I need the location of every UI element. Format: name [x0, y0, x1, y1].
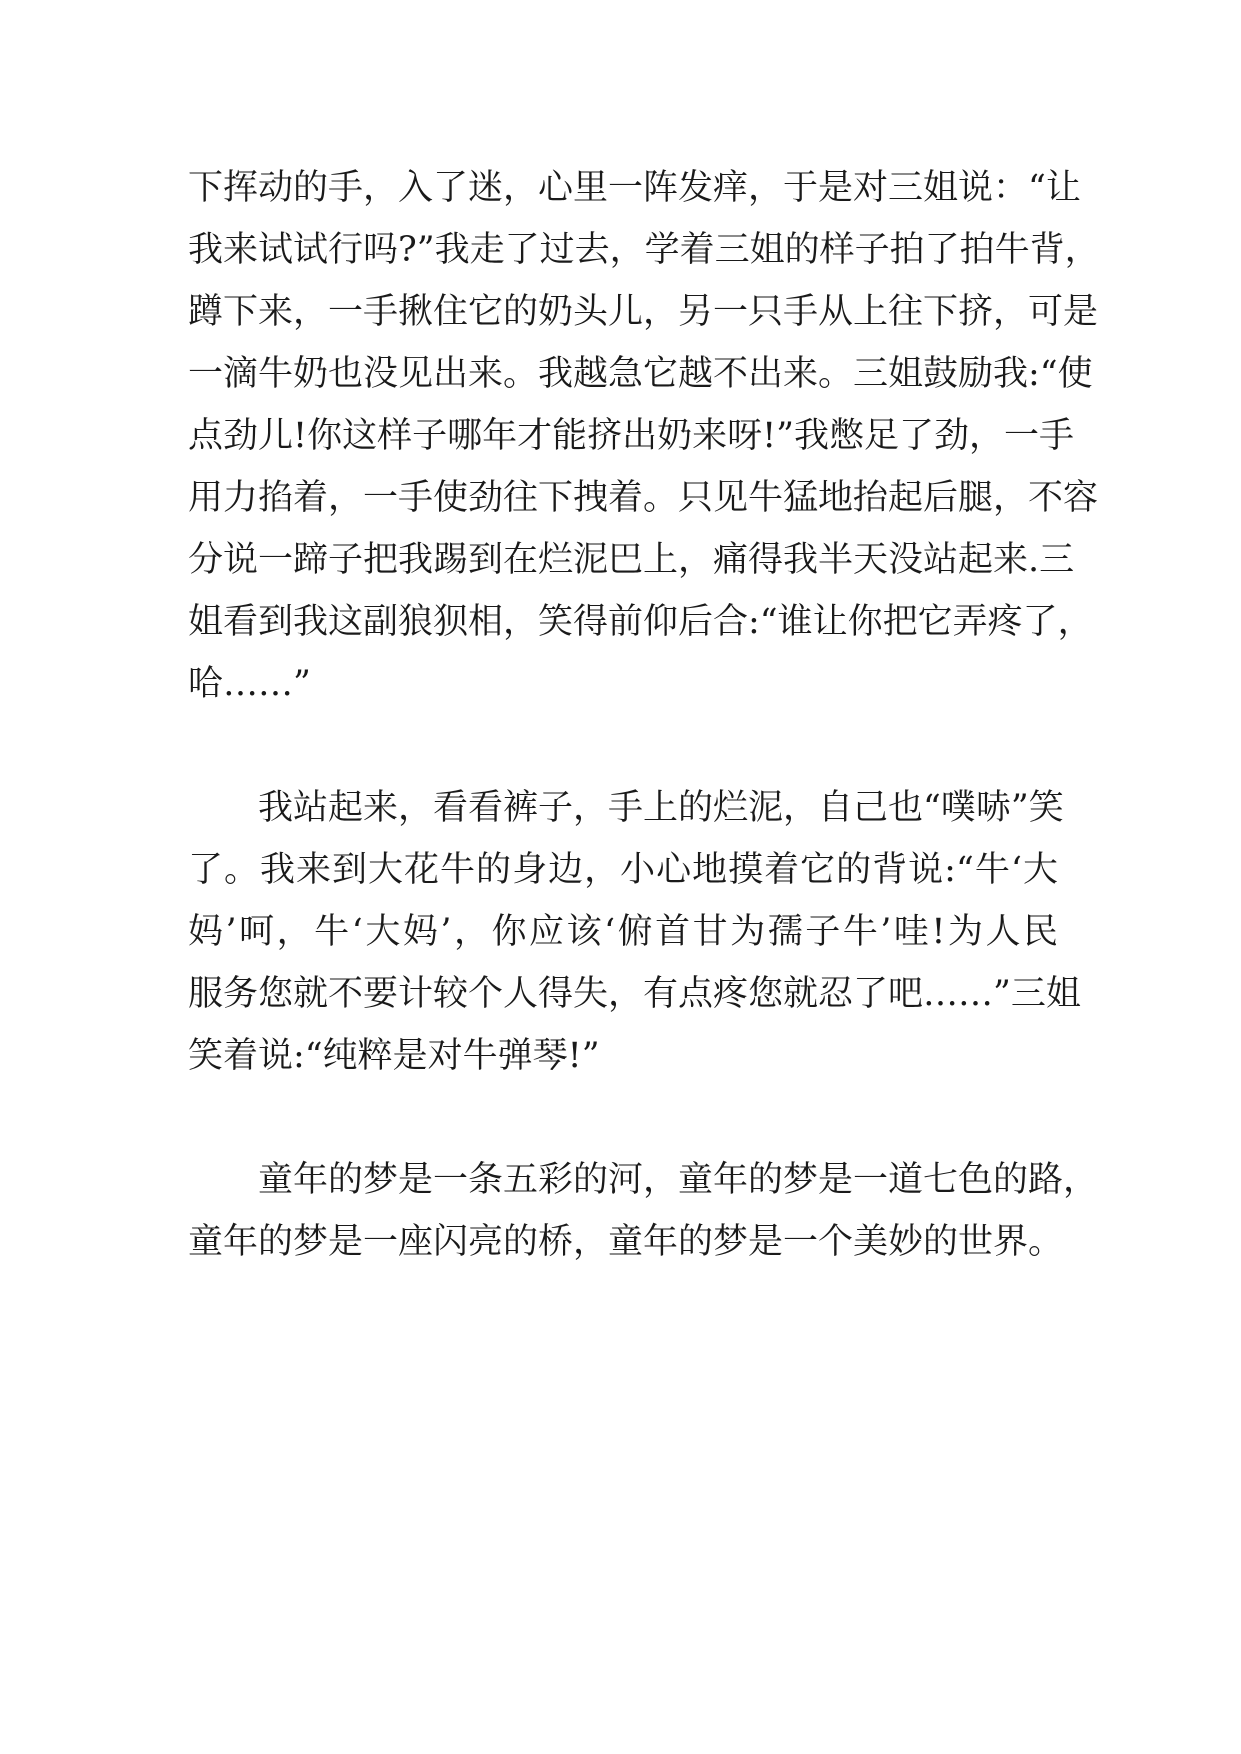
text-line-indented [188, 1149, 1099, 1211]
text-line: 姐看到我这副狼狈相，笑得前仰后合:“谁让你把它弄疼了， [188, 602, 1093, 642]
text-line: 用力掐着，一手使劲往下拽着。只见牛猛地抬起后腿，不容 [188, 478, 1099, 518]
text-line-content: 我站起来，看看裤子，手上的烂泥，自己也“噗哧”笑 [258, 788, 1064, 828]
text-line: 哈……” [188, 664, 311, 704]
text-line: 童年的梦是一座闪亮的桥，童年的梦是一个美妙的世界。 [188, 1222, 1064, 1262]
paragraph-3 [188, 1149, 1099, 1273]
text-line: 分说一蹄子把我踢到在烂泥巴上，痛得我半天没站起来.三 [188, 540, 1075, 580]
text-line-content: 童年的梦是一条五彩的河，童年的梦是一道七色的路， [258, 1160, 1099, 1200]
paragraph-spacer [188, 715, 1058, 777]
text-line: 笑着说:“纯粹是对牛弹琴!” [188, 1036, 600, 1076]
paragraph-2 [188, 777, 1081, 1087]
paragraph-spacer [188, 1087, 1058, 1149]
text-line: 了。我来到大花牛的身边，小心地摸着它的背说:“牛‘大 [188, 850, 1058, 890]
document-body [188, 157, 1100, 1273]
text-line-indented [188, 777, 1064, 839]
text-line: 下挥动的手，入了迷，心里一阵发痒，于是对三姐说：“让 [188, 168, 1081, 208]
text-line: 我来试试行吗?”我走了过去，学着三姐的样子拍了拍牛背， [188, 230, 1100, 270]
text-line: 妈’呵，牛‘大妈’，你应该‘俯首甘为孺子牛’哇!为人民 [188, 912, 1058, 952]
text-line: 蹲下来，一手揪住它的奶头儿，另一只手从上往下挤，可是 [188, 292, 1099, 332]
paragraph-1 [188, 157, 1100, 715]
text-line: 点劲儿!你这样子哪年才能挤出奶来呀!”我憋足了劲，一手 [188, 416, 1075, 456]
text-line: 服务您就不要计较个人得失，有点疼您就忍了吧……”三姐 [188, 974, 1081, 1014]
text-line: 一滴牛奶也没见出来。我越急它越不出来。三姐鼓励我:“使 [188, 354, 1093, 394]
